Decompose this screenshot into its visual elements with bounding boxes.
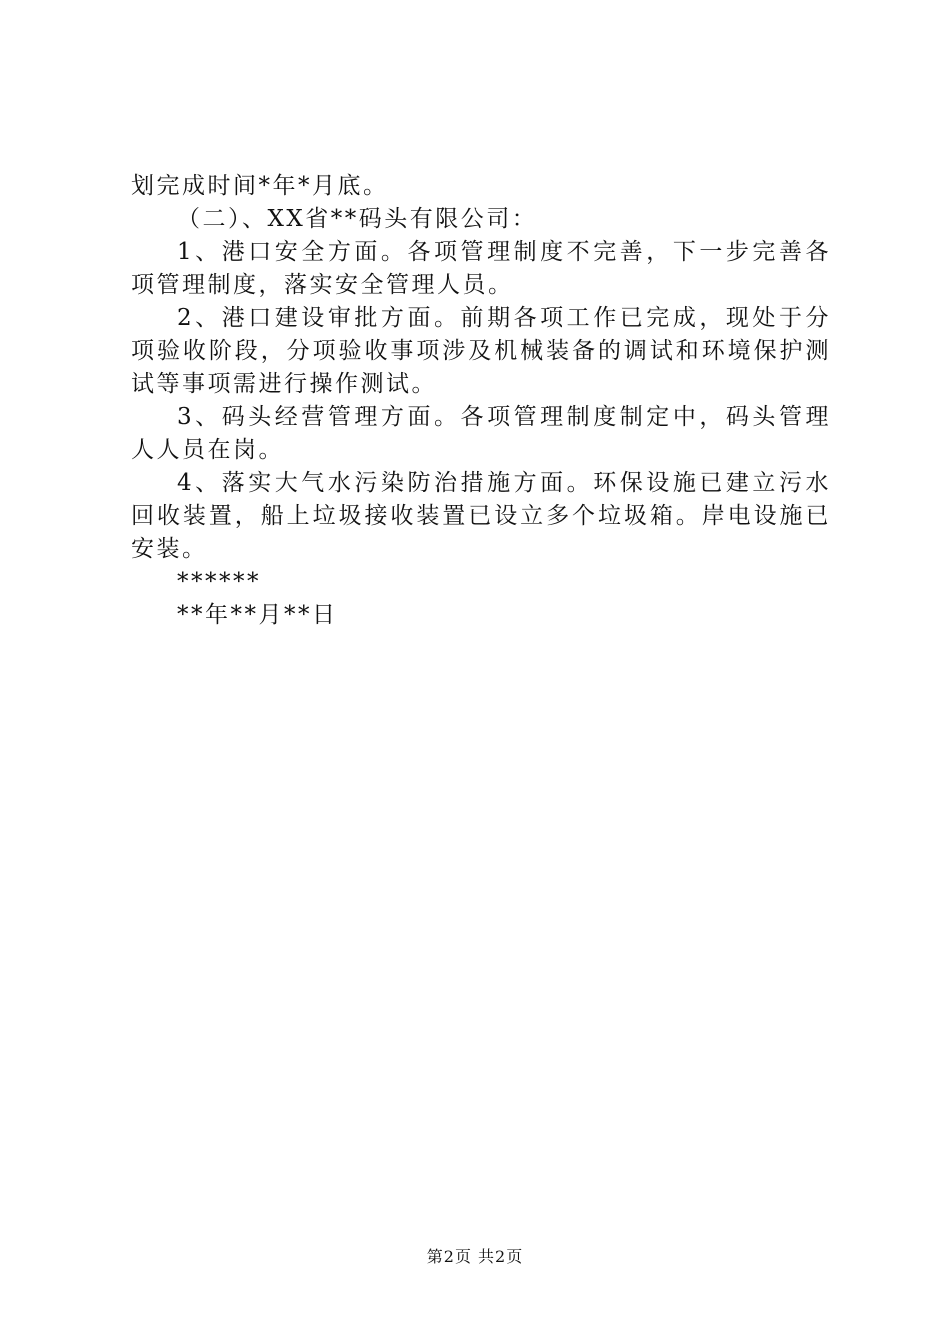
paragraph-item-4: 4、落实大气水污染防治措施方面。环保设施已建立污水回收装置，船上垃圾接收装置已设立多个垃圾箱。岸电设施已安装。 (131, 470, 831, 562)
signature-line: ****** (177, 569, 261, 595)
paragraph-item-1: 1、港口安全方面。各项管理制度不完善，下一步完善各项管理制度，落实安全管理人员。 (131, 239, 831, 298)
document-body (131, 170, 831, 632)
date-line: **年**月**日 (177, 602, 338, 628)
paragraph-item-2: 2、港口建设审批方面。前期各项工作已完成，现处于分项验收阶段，分项验收事项涉及机械装备的调试和环境保护测试等事项需进行操作测试。 (131, 305, 831, 397)
paragraph-continuation: 划完成时间*年*月底。 (131, 173, 389, 199)
page-footer: 第2页 共2页 (426, 1247, 524, 1266)
section-heading: （二）、XX省**码头有限公司： (177, 206, 538, 232)
paragraph-item-3: 3、码头经营管理方面。各项管理制度制定中，码头管理人人员在岗。 (131, 404, 831, 463)
